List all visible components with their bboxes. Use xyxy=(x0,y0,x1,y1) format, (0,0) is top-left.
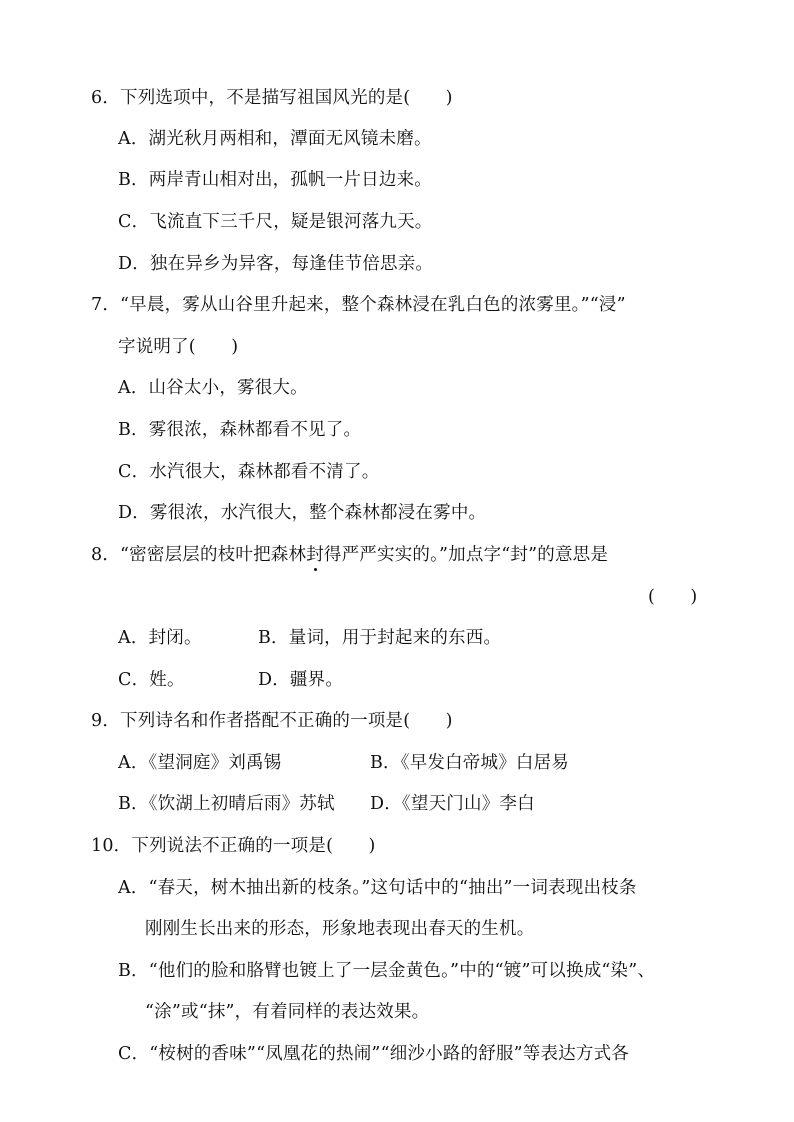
question-6-option-a: A．湖光秋月两相和，潭面无风镜未磨。 xyxy=(118,129,432,149)
question-10-option-a-line1: A．“春天，树木抽出新的枝条。”这句话中的“抽出”一词表现出枝条 xyxy=(118,878,637,898)
question-7-option-a: A．山谷太小，雾很大。 xyxy=(118,378,308,398)
question-10-option-b-line2: “涂”或“抹”，有着同样的表达效果。 xyxy=(145,1002,430,1022)
question-8-option-a: A．封闭。 xyxy=(118,628,202,648)
question-9-option-d: D．《望天门山》李白 xyxy=(370,794,535,814)
question-10-stem: 10．下列说法不正确的一项是( ) xyxy=(91,836,376,856)
question-9-option-a: A．《望洞庭》刘禹锡 xyxy=(118,753,282,773)
question-7-stem-line2: 字说明了( ) xyxy=(118,337,239,357)
question-8-dotted-char: 封 xyxy=(306,545,324,565)
question-7-stem-line1: 7．“早晨，雾从山谷里升起来，整个森林浸在乳白色的浓雾里。”“浸” xyxy=(91,295,626,315)
question-6-option-d: D．独在异乡为异客，每逢佳节倍思亲。 xyxy=(118,254,434,274)
question-10-option-a-line2: 刚刚生长出来的形态，形象地表现出春天的生机。 xyxy=(145,919,535,939)
question-8-option-c: C．姓。 xyxy=(118,670,185,690)
question-10-option-b-line1: B．“他们的脸和胳臂也镀上了一层金黄色。”中的“镀”可以换成“染”、 xyxy=(118,961,656,981)
question-7-option-c: C．水汽很大，森林都看不清了。 xyxy=(118,462,380,482)
question-6-option-b: B．两岸青山相对出，孤帆一片日边来。 xyxy=(118,170,432,190)
question-8-option-d: D．疆界。 xyxy=(258,670,344,690)
question-9-option-b: B．《早发白帝城》白居易 xyxy=(370,753,570,773)
question-7-option-b: B．雾很浓，森林都看不见了。 xyxy=(118,420,362,440)
question-8-answer-paren: ( ) xyxy=(648,587,698,607)
question-9-stem: 9．下列诗名和作者搭配不正确的一项是( ) xyxy=(91,711,453,731)
question-10-option-c-line1: C．“桉树的香味”“凤凰花的热闹”“细沙小路的舒服”等表达方式各 xyxy=(118,1044,629,1064)
question-6-option-c: C．飞流直下三千尺，疑是银河落九天。 xyxy=(118,212,433,232)
question-8-stem xyxy=(91,543,608,567)
question-8-stem-before: 8．“密密层层的枝叶把森林 xyxy=(91,545,307,565)
question-7-option-d: D．雾很浓，水汽很大，整个森林都浸在雾中。 xyxy=(118,503,487,523)
question-8-stem-after: 得严严实实的。”加点字“封”的意思是 xyxy=(323,545,609,565)
question-6-stem: 6．下列选项中，不是描写祖国风光的是( ) xyxy=(91,88,453,108)
question-9-option-b-second: B．《饮湖上初晴后雨》苏轼 xyxy=(118,794,335,814)
question-8-option-b: B．量词，用于封起来的东西。 xyxy=(258,628,502,648)
